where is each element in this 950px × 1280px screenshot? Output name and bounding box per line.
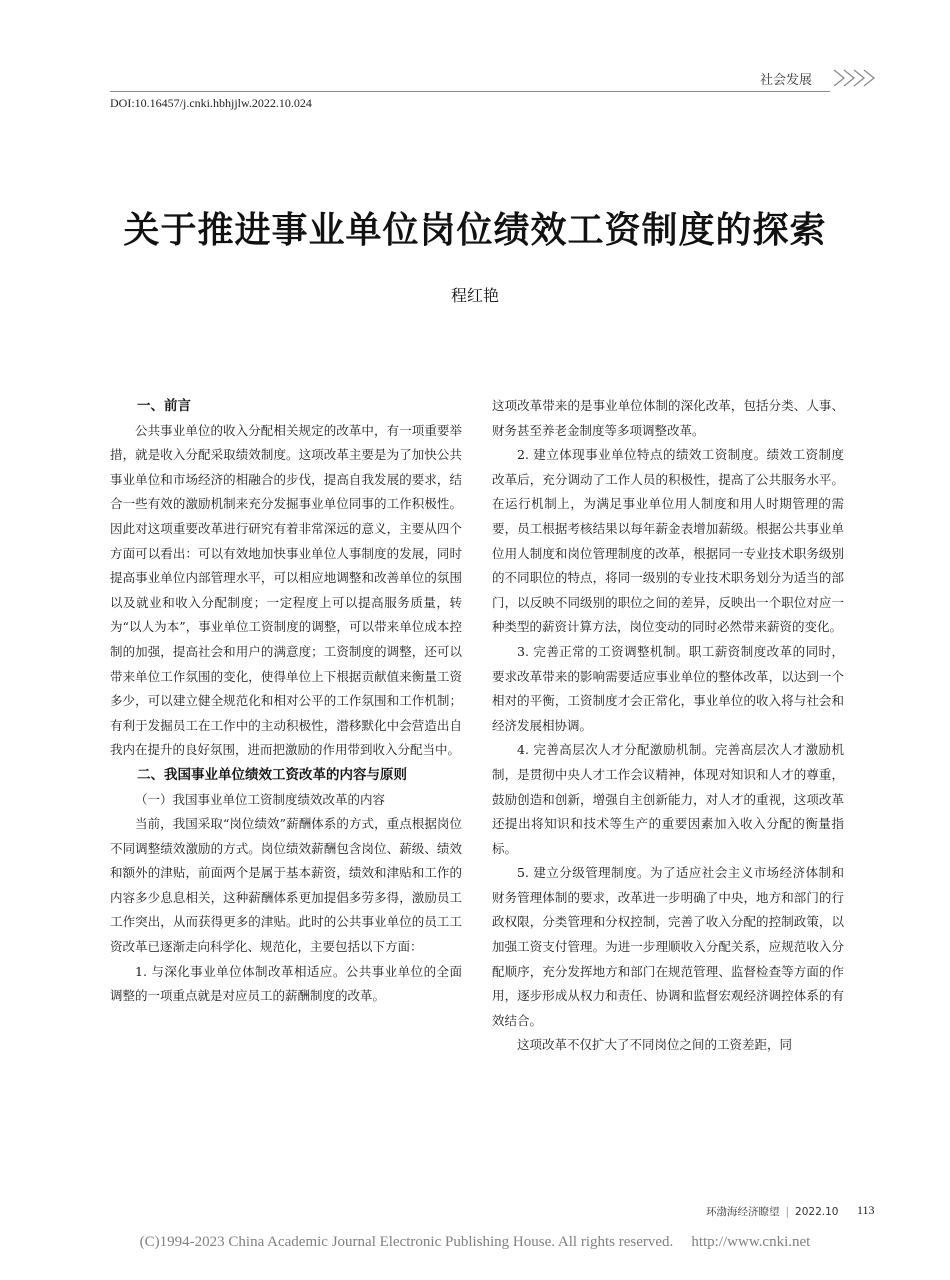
subsection-heading: （一）我国事业单位工资制度绩效改革的内容 [135, 791, 386, 807]
paragraph: 5. 建立分级管理制度。为了适应社会主义市场经济体制和财务管理体制的要求，改革进一步明确了中央，地方和部门的行政权限，分类管理和分权控制，完善了收入分配的控制政策，以加强工资支付管理。为进一步理顺收入分配关系，应规范收入分配顺序，充分发挥地方和部门在规范管理、监督检查等方面的作用，逐步形成从权力和责任、协调和监督宏观经济调控体系的有效结合。 [492, 865, 844, 1028]
right-column [492, 394, 844, 1058]
article-title: 关于推进事业单位岗位绩效工资制度的探索 [123, 209, 827, 252]
section-heading-content: 二、我国事业单位绩效工资改革的内容与原则 [137, 766, 407, 783]
journal-issue: 2022.10 [795, 1206, 839, 1218]
author: 程红艳 [450, 286, 499, 305]
paragraph: 1. 与深化事业单位体制改革相适应。公共事业单位的全面调整的一项重点就是对应员工的薪酬制度的改革。 [110, 963, 462, 1004]
paragraph: 这项改革不仅扩大了不同岗位之间的工资差距，同 [517, 1037, 793, 1053]
section-heading-intro: 一、前言 [137, 398, 191, 414]
left-column [110, 394, 462, 1009]
paragraph: 公共事业单位的收入分配相关规定的改革中，有一项重要举措，就是收入分配采取绩效制度。这项改革主要是为了加快公共事业单位和市场经济的相融合的步伐，提高自我发展的要求，结合一些有效的激励机制来充分发掘事业单位同事的工作积极性。因此对这项重要改革进行研究有着非常深远的意义，主要从四个方面可以看出：可以有效地加快事业单位人事制度的发展，同时提高事业单位内部管理水平，可以相应地调整和改善单位的氛围以及就业和收入分配制度；一定程度上可以提高服务质量，转为“以人为本”，事业单位工资制度的调整，可以带来单位成本控制的加强，提高社会和用户的满意度；工资制度的调整，还可以带来单位工作氛围的变化，使得单位上下根据贡献值来衡量工资多少，可以建立健全规范化和相对公平的工作氛围和工作机制；有利于发掘员工在工作中的主动积极性，潜移默化中会营造出自我内在提升的良好氛围，进而把激励的作用带到收入分配当中。 [110, 422, 462, 758]
footer-journal: 环渤海经济瞭望 | 2022.10 [706, 1206, 839, 1218]
website-link[interactable]: http://www.cnki.net [691, 1234, 811, 1250]
section-label: 社会发展 [760, 73, 813, 88]
paragraph: 当前，我国采取“岗位绩效”薪酬体系的方式，重点根据岗位不同调整绩效激励的方式。岗位绩效薪酬包含岗位、薪级、绩效和额外的津贴，前面两个是属于基本薪资，绩效和津贴和工作的内容多少息息相关，这种薪酬体系更加提倡多劳多得，激励员工工作突出，从而获得更多的津贴。此时的公共事业单位的员工工资改革已逐渐走向科学化、规范化，主要包括以下方面： [110, 816, 462, 955]
page-number: 113 [857, 1203, 875, 1217]
paragraph: 2. 建立体现事业单位特点的绩效工资制度。绩效工资制度改革后，充分调动了工作人员的积极性，提高了公共服务水平。在运行机制上，为满足事业单位用人制度和用人时期管理的需要，员工根据考核结果以每年薪金表增加薪级。根据公共事业单位用人制度和岗位管理制度的改革，根据同一专业技术职务级别的不同职位的特点，将同一级别的专业技术职务划分为适当的部门，以反映不同级别的职位之间的差异，反映出一个职位对应一种类型的薪资计算方法，岗位变动的同时必然带来薪资的变化。 [492, 447, 844, 635]
paragraph: 4. 完善高层次人才分配激励机制。完善高层次人才激励机制，是贯彻中央人才工作会议精神，体现对知识和人才的尊重，鼓励创造和创新，增强自主创新能力，对人才的重视，这项改革还提出将知识和技术等生产的重要因素加入收入分配的衡量指标。 [492, 742, 844, 856]
section-tag [760, 67, 900, 89]
chevron-arrows-icon [832, 67, 900, 89]
paragraph: 3. 完善正常的工资调整机制。职工薪资制度改革的同时，要求改革带来的影响需要适应事业单位的整体改革，以达到一个相对的平衡，工资制度才会正常化，事业单位的收入将与社会和经济发展相协调。 [492, 643, 844, 733]
journal-name: 环渤海经济瞭望 [706, 1206, 780, 1218]
copyright-text: (C)1994-2023 China Academic Journal Electronic Publishing House. All rights reserved. [139, 1234, 674, 1250]
copyright-line [0, 1234, 950, 1251]
doi: DOI:10.16457/j.cnki.hbhjjlw.2022.10.024 [110, 96, 312, 110]
paragraph: 这项改革带来的是事业单位体制的深化改革，包括分类、人事、财务甚至养老金制度等多项调整改革。 [492, 398, 844, 438]
header-rule [110, 91, 830, 92]
